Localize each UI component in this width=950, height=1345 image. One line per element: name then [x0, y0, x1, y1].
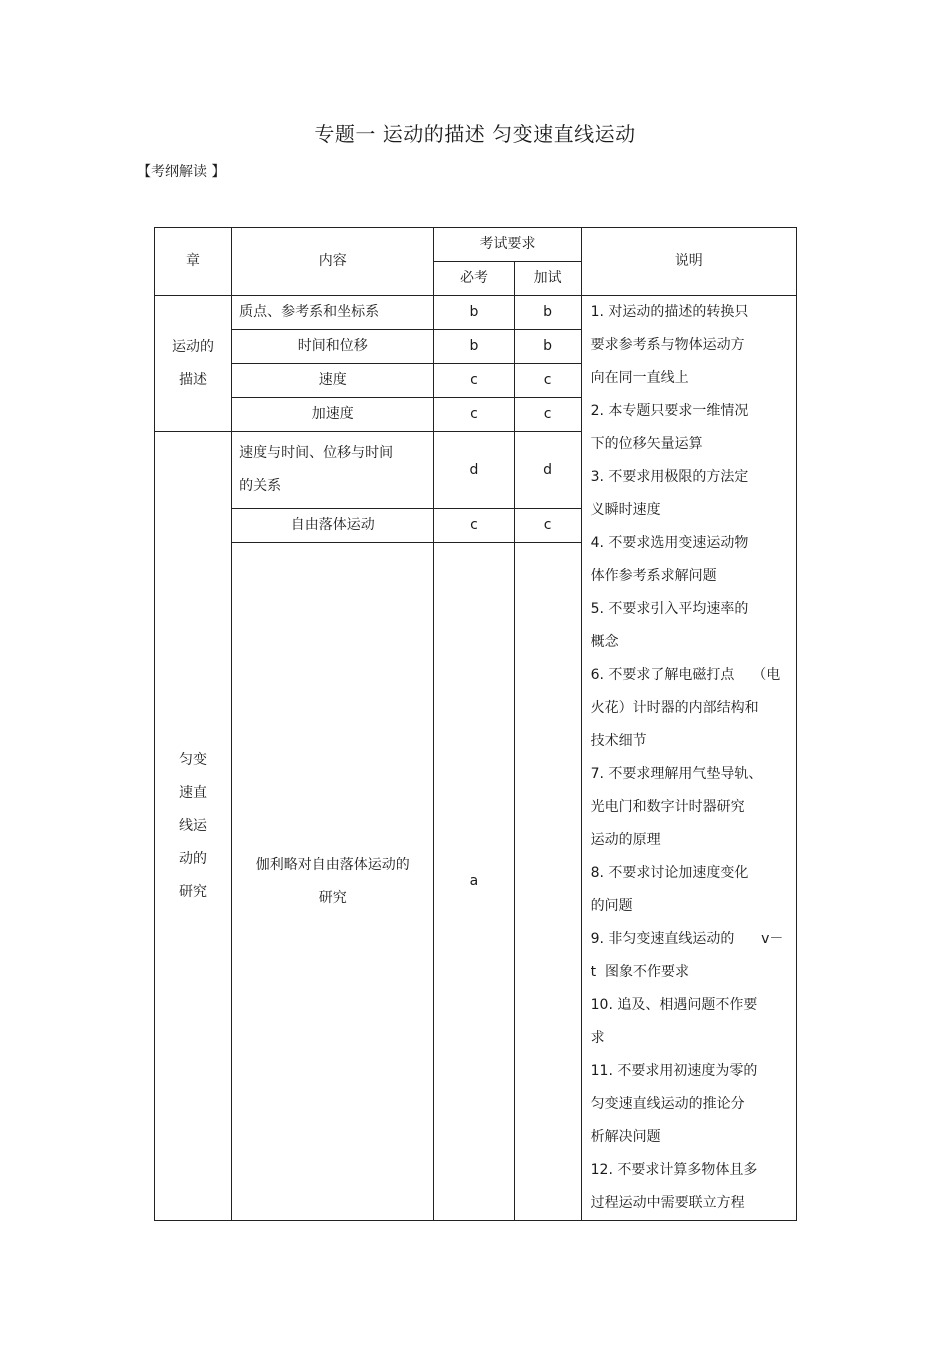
- content-cell: [232, 543, 434, 1221]
- additional-level-cell: b: [514, 330, 581, 364]
- content-cell: 加速度: [232, 398, 434, 432]
- content-line: 研究: [318, 889, 347, 906]
- required-level-cell: c: [434, 364, 514, 398]
- chapter-cell-motion-description: [155, 296, 232, 432]
- note-line: 5. 不要求引入平均速率的: [590, 601, 749, 617]
- document-title: 专题一 运动的描述 匀变速直线运动: [314, 122, 636, 146]
- chapter-name-line: 速直: [179, 784, 208, 801]
- syllabus-table: [154, 227, 797, 1221]
- note-line: 4. 不要求选用变速运动物: [590, 535, 749, 551]
- note-line: 匀变速直线运动的推论分: [590, 1096, 745, 1112]
- note-line: 体作参考系求解问题: [590, 568, 717, 584]
- required-level-cell: c: [434, 509, 514, 543]
- note-line: 9. 非匀变速直线运动的 v－: [590, 931, 784, 947]
- required-level-cell: c: [434, 398, 514, 432]
- chapter-name-line: 动的: [179, 850, 208, 867]
- content-line: 速度与时间、位移与时间: [239, 445, 394, 461]
- additional-level-cell: c: [514, 509, 581, 543]
- content-cell: 时间和位移: [232, 330, 434, 364]
- note-line: 的问题: [590, 898, 633, 914]
- required-level-cell: a: [434, 543, 514, 1221]
- chapter-name-line: 运动的: [172, 338, 215, 355]
- additional-level-cell: [514, 543, 581, 1221]
- note-line: t 图象不作要求: [590, 964, 690, 980]
- header-additional: 加试: [514, 262, 581, 296]
- note-line: 要求参考系与物体运动方: [590, 337, 745, 353]
- notes-cell: [581, 296, 796, 1221]
- chapter-name-line: 线运: [179, 817, 208, 834]
- required-level-cell: b: [434, 330, 514, 364]
- note-line: 2. 本专题只要求一维情况: [590, 403, 749, 419]
- chapter-name-line: 描述: [179, 371, 208, 388]
- chapter-name-line: 匀变: [179, 751, 208, 768]
- header-chapter: 章: [155, 228, 232, 296]
- chapter-cell-uniform-acceleration: [155, 432, 232, 1221]
- additional-level-cell: d: [514, 432, 581, 509]
- note-line: 3. 不要求用极限的方法定: [590, 469, 749, 485]
- header-content: 内容: [232, 228, 434, 296]
- note-line: 8. 不要求讨论加速度变化: [590, 865, 749, 881]
- note-line: 下的位移矢量运算: [590, 436, 703, 452]
- section-label: 【考纲解读 】: [137, 164, 226, 180]
- header-notes: 说明: [581, 228, 796, 296]
- content-cell: 速度: [232, 364, 434, 398]
- content-line: 的关系: [239, 478, 282, 494]
- note-line: 求: [590, 1030, 605, 1046]
- note-line: 光电门和数字计时器研究: [590, 799, 745, 815]
- note-line: 过程运动中需要联立方程: [590, 1195, 745, 1211]
- header-exam-requirements: 考试要求: [434, 228, 581, 262]
- notes-list: [591, 296, 790, 1220]
- note-line: 7. 不要求理解用气垫导轨、: [590, 766, 763, 782]
- note-line: 12. 不要求计算多物体且多: [590, 1162, 758, 1178]
- additional-level-cell: c: [514, 398, 581, 432]
- note-line: 运动的原理: [590, 832, 661, 848]
- note-line: 6. 不要求了解电磁打点 （电: [590, 667, 781, 683]
- note-line: 析解决问题: [590, 1129, 661, 1145]
- note-line: 概念: [590, 634, 619, 650]
- additional-level-cell: b: [514, 296, 581, 330]
- note-line: 11. 不要求用初速度为零的: [590, 1063, 758, 1079]
- content-cell: [232, 432, 434, 509]
- note-line: 向在同一直线上: [590, 370, 689, 386]
- note-line: 技术细节: [590, 733, 647, 749]
- content-cell: 自由落体运动: [232, 509, 434, 543]
- header-required: 必考: [434, 262, 514, 296]
- content-line: 伽利略对自由落体运动的: [255, 856, 410, 873]
- required-level-cell: d: [434, 432, 514, 509]
- note-line: 义瞬时速度: [590, 502, 661, 518]
- note-line: 火花）计时器的内部结构和: [590, 700, 759, 716]
- chapter-name-line: 研究: [179, 883, 208, 900]
- required-level-cell: b: [434, 296, 514, 330]
- content-cell: 质点、参考系和坐标系: [232, 296, 434, 330]
- note-line: 10. 追及、相遇问题不作要: [590, 997, 758, 1013]
- note-line: 1. 对运动的描述的转换只: [590, 304, 749, 320]
- additional-level-cell: c: [514, 364, 581, 398]
